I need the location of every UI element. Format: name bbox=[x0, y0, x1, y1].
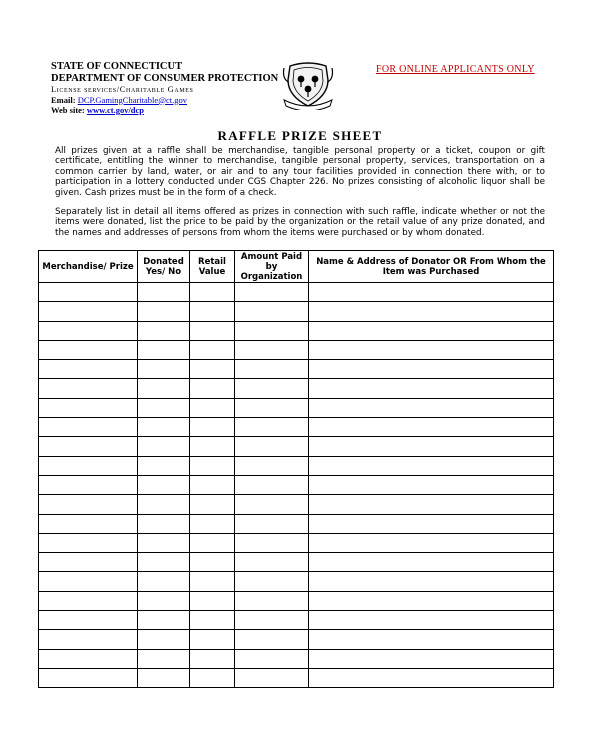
amount-paid-cell[interactable] bbox=[235, 572, 309, 591]
retail-value-cell[interactable] bbox=[190, 649, 235, 668]
donated-cell[interactable] bbox=[138, 533, 190, 552]
table-row bbox=[39, 514, 554, 533]
retail-value-cell[interactable] bbox=[190, 630, 235, 649]
donated-cell[interactable] bbox=[138, 398, 190, 417]
retail-value-cell[interactable] bbox=[190, 533, 235, 552]
retail-value-cell[interactable] bbox=[190, 321, 235, 340]
column-header-retail-value: Retail Value bbox=[190, 251, 235, 283]
donated-cell[interactable] bbox=[138, 360, 190, 379]
table-row bbox=[39, 495, 554, 514]
merchandise-cell[interactable] bbox=[39, 475, 138, 494]
amount-paid-cell[interactable] bbox=[235, 456, 309, 475]
retail-value-cell[interactable] bbox=[190, 456, 235, 475]
retail-value-cell[interactable] bbox=[190, 591, 235, 610]
table-row bbox=[39, 630, 554, 649]
amount-paid-cell[interactable] bbox=[235, 302, 309, 321]
amount-paid-cell[interactable] bbox=[235, 533, 309, 552]
table-row bbox=[39, 475, 554, 494]
donator-address-cell[interactable] bbox=[309, 379, 554, 398]
amount-paid-cell[interactable] bbox=[235, 340, 309, 359]
donated-cell[interactable] bbox=[138, 437, 190, 456]
retail-value-cell[interactable] bbox=[190, 611, 235, 630]
table-row bbox=[39, 649, 554, 668]
retail-value-cell[interactable] bbox=[190, 572, 235, 591]
state-name: STATE OF CONNECTICUT bbox=[51, 61, 183, 72]
amount-paid-cell[interactable] bbox=[235, 437, 309, 456]
retail-value-cell[interactable] bbox=[190, 668, 235, 687]
amount-paid-cell[interactable] bbox=[235, 495, 309, 514]
merchandise-cell[interactable] bbox=[39, 283, 138, 302]
prize-table bbox=[38, 250, 554, 688]
column-header-donator-address: Name & Address of Donator OR From Whom the Item was Purchased bbox=[309, 251, 554, 283]
state-seal-icon bbox=[282, 60, 334, 110]
table-row bbox=[39, 302, 554, 321]
retail-value-cell[interactable] bbox=[190, 360, 235, 379]
online-applicants-notice: FOR ONLINE APPLICANTS ONLY bbox=[376, 64, 535, 75]
amount-paid-cell[interactable] bbox=[235, 283, 309, 302]
donated-cell[interactable] bbox=[138, 514, 190, 533]
merchandise-cell[interactable] bbox=[39, 437, 138, 456]
table-row bbox=[39, 668, 554, 687]
column-header-merchandise: Merchandise/ Prize bbox=[39, 251, 138, 283]
donator-address-cell[interactable] bbox=[309, 495, 554, 514]
prize-rules-paragraph: All prizes given at a raffle shall be merchandise, tangible personal property or a ticket, coupon or gift certificate, entitling the winner to merchandise, tangible personal property, services, transportation on a common carrier by land, water, or air and to any tour facilities provided in connection there with, or to participation in a lottery conducted under CGS Chapter 226. No prizes consisting of alcoholic liquor shall be given. Cash prizes must be in the form of a check. bbox=[55, 146, 545, 198]
retail-value-cell[interactable] bbox=[190, 379, 235, 398]
retail-value-cell[interactable] bbox=[190, 553, 235, 572]
merchandise-cell[interactable] bbox=[39, 398, 138, 417]
merchandise-cell[interactable] bbox=[39, 611, 138, 630]
listing-instructions-paragraph: Separately list in detail all items offered as prizes in connection with such raffle, indicate whether or not the items were donated, list the price to be paid by the organization or the retail value of any prize donated, and the names and addresses of persons from whom the items were purchased or by whom donated. bbox=[55, 207, 545, 238]
donator-address-cell[interactable] bbox=[309, 533, 554, 552]
donator-address-cell[interactable] bbox=[309, 668, 554, 687]
donated-cell[interactable] bbox=[138, 649, 190, 668]
table-row bbox=[39, 572, 554, 591]
column-header-amount-paid: Amount Paid by Organization bbox=[235, 251, 309, 283]
donated-cell[interactable] bbox=[138, 321, 190, 340]
donated-cell[interactable] bbox=[138, 495, 190, 514]
donated-cell[interactable] bbox=[138, 630, 190, 649]
donator-address-cell[interactable] bbox=[309, 340, 554, 359]
table-row bbox=[39, 418, 554, 437]
agency-header bbox=[51, 61, 301, 116]
retail-value-cell[interactable] bbox=[190, 495, 235, 514]
donator-address-cell[interactable] bbox=[309, 456, 554, 475]
prize-table-body bbox=[39, 283, 554, 688]
table-row bbox=[39, 321, 554, 340]
retail-value-cell[interactable] bbox=[190, 437, 235, 456]
merchandise-cell[interactable] bbox=[39, 591, 138, 610]
donated-cell[interactable] bbox=[138, 302, 190, 321]
donator-address-cell[interactable] bbox=[309, 630, 554, 649]
merchandise-cell[interactable] bbox=[39, 572, 138, 591]
amount-paid-cell[interactable] bbox=[235, 418, 309, 437]
merchandise-cell[interactable] bbox=[39, 418, 138, 437]
amount-paid-cell[interactable] bbox=[235, 649, 309, 668]
merchandise-cell[interactable] bbox=[39, 668, 138, 687]
table-row bbox=[39, 456, 554, 475]
donator-address-cell[interactable] bbox=[309, 418, 554, 437]
merchandise-cell[interactable] bbox=[39, 495, 138, 514]
donated-cell[interactable] bbox=[138, 591, 190, 610]
merchandise-cell[interactable] bbox=[39, 533, 138, 552]
table-row bbox=[39, 611, 554, 630]
amount-paid-cell[interactable] bbox=[235, 668, 309, 687]
table-row bbox=[39, 437, 554, 456]
email-label: Email: bbox=[51, 94, 78, 105]
email-line bbox=[51, 95, 301, 106]
table-row bbox=[39, 398, 554, 417]
donated-cell[interactable] bbox=[138, 611, 190, 630]
donated-cell[interactable] bbox=[138, 340, 190, 359]
donator-address-cell[interactable] bbox=[309, 514, 554, 533]
division-name: License services/Charitable Games bbox=[51, 84, 194, 94]
merchandise-cell[interactable] bbox=[39, 456, 138, 475]
email-link[interactable]: DCP.GamingCharitable@ct.gov bbox=[77, 94, 188, 105]
amount-paid-cell[interactable] bbox=[235, 398, 309, 417]
donator-address-cell[interactable] bbox=[309, 591, 554, 610]
prize-table-header-row bbox=[39, 251, 554, 283]
table-row bbox=[39, 553, 554, 572]
retail-value-cell[interactable] bbox=[190, 475, 235, 494]
amount-paid-cell[interactable] bbox=[235, 553, 309, 572]
donated-cell[interactable] bbox=[138, 553, 190, 572]
merchandise-cell[interactable] bbox=[39, 302, 138, 321]
donated-cell[interactable] bbox=[138, 572, 190, 591]
merchandise-cell[interactable] bbox=[39, 321, 138, 340]
merchandise-cell[interactable] bbox=[39, 379, 138, 398]
table-row bbox=[39, 533, 554, 552]
table-row bbox=[39, 360, 554, 379]
department-name: DEPARTMENT OF CONSUMER PROTECTION bbox=[51, 72, 279, 84]
retail-value-cell[interactable] bbox=[190, 340, 235, 359]
donated-cell[interactable] bbox=[138, 475, 190, 494]
amount-paid-cell[interactable] bbox=[235, 514, 309, 533]
retail-value-cell[interactable] bbox=[190, 302, 235, 321]
donated-cell[interactable] bbox=[138, 668, 190, 687]
amount-paid-cell[interactable] bbox=[235, 360, 309, 379]
retail-value-cell[interactable] bbox=[190, 398, 235, 417]
donated-cell[interactable] bbox=[138, 379, 190, 398]
donator-address-cell[interactable] bbox=[309, 302, 554, 321]
donator-address-cell[interactable] bbox=[309, 398, 554, 417]
amount-paid-cell[interactable] bbox=[235, 611, 309, 630]
amount-paid-cell[interactable] bbox=[235, 630, 309, 649]
donator-address-cell[interactable] bbox=[309, 437, 554, 456]
merchandise-cell[interactable] bbox=[39, 514, 138, 533]
donator-address-cell[interactable] bbox=[309, 283, 554, 302]
donator-address-cell[interactable] bbox=[309, 553, 554, 572]
retail-value-cell[interactable] bbox=[190, 283, 235, 302]
retail-value-cell[interactable] bbox=[190, 514, 235, 533]
donated-cell[interactable] bbox=[138, 418, 190, 437]
donated-cell[interactable] bbox=[138, 456, 190, 475]
donator-address-cell[interactable] bbox=[309, 649, 554, 668]
table-row bbox=[39, 283, 554, 302]
donator-address-cell[interactable] bbox=[309, 475, 554, 494]
merchandise-cell[interactable] bbox=[39, 630, 138, 649]
amount-paid-cell[interactable] bbox=[235, 379, 309, 398]
donated-cell[interactable] bbox=[138, 283, 190, 302]
merchandise-cell[interactable] bbox=[39, 360, 138, 379]
donator-address-cell[interactable] bbox=[309, 321, 554, 340]
donator-address-cell[interactable] bbox=[309, 572, 554, 591]
website-line bbox=[51, 105, 301, 116]
website-link[interactable]: www.ct.gov/dcp bbox=[86, 105, 145, 115]
amount-paid-cell[interactable] bbox=[235, 475, 309, 494]
website-label: Web site: bbox=[51, 105, 87, 115]
table-row bbox=[39, 340, 554, 359]
amount-paid-cell[interactable] bbox=[235, 591, 309, 610]
table-row bbox=[39, 591, 554, 610]
column-header-donated: Donated Yes/ No bbox=[138, 251, 190, 283]
table-row bbox=[39, 379, 554, 398]
form-title: RAFFLE PRIZE SHEET bbox=[217, 128, 383, 143]
merchandise-cell[interactable] bbox=[39, 340, 138, 359]
donator-address-cell[interactable] bbox=[309, 360, 554, 379]
merchandise-cell[interactable] bbox=[39, 649, 138, 668]
retail-value-cell[interactable] bbox=[190, 418, 235, 437]
merchandise-cell[interactable] bbox=[39, 553, 138, 572]
donator-address-cell[interactable] bbox=[309, 611, 554, 630]
amount-paid-cell[interactable] bbox=[235, 321, 309, 340]
